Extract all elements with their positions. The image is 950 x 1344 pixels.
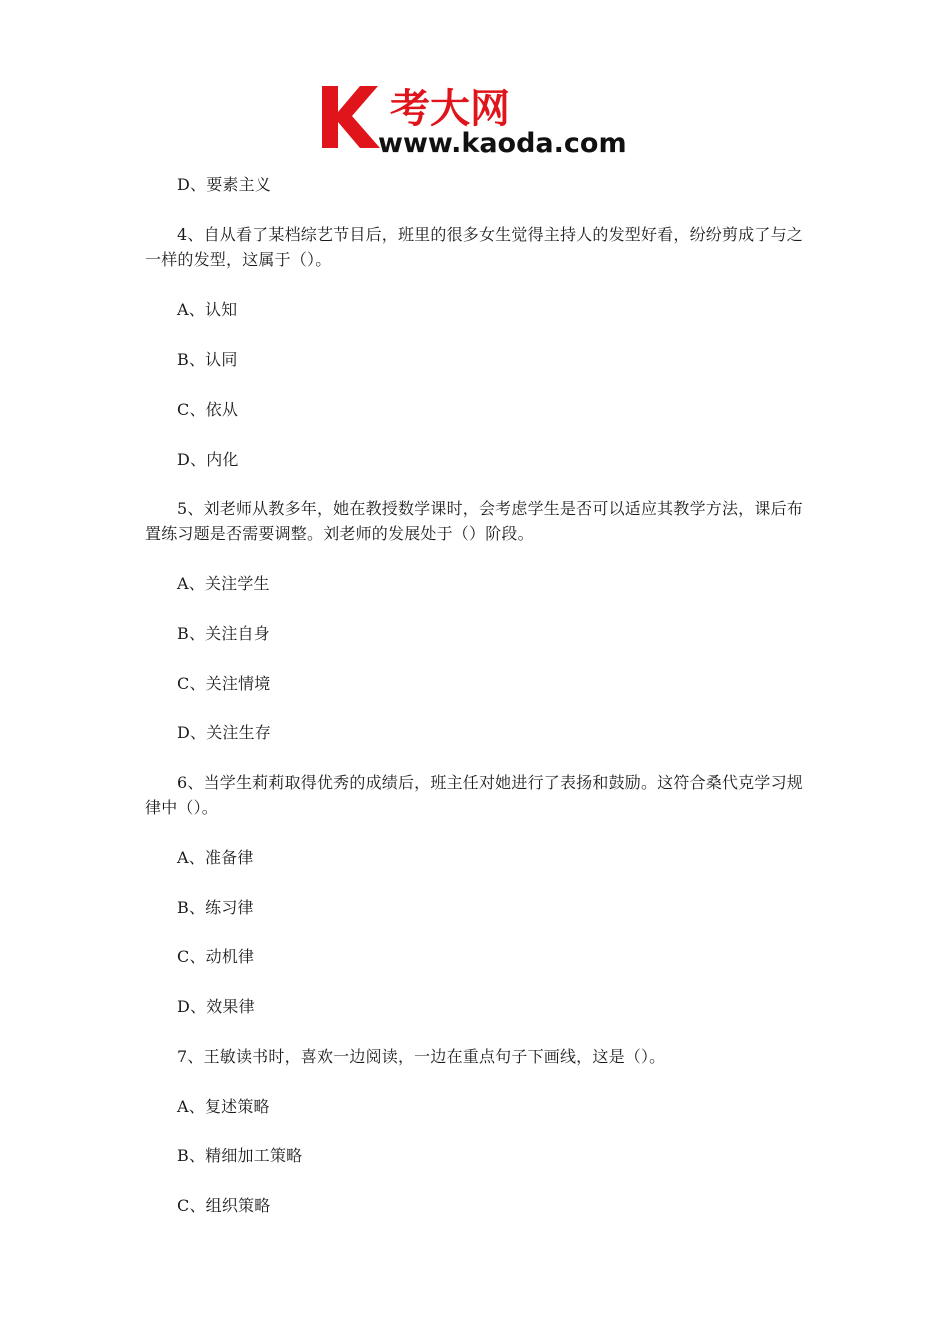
option-line: B、练习律 xyxy=(177,898,254,917)
option-line: B、关注自身 xyxy=(177,624,270,643)
option-line: C、动机律 xyxy=(177,947,255,966)
option-line: B、认同 xyxy=(177,350,238,369)
option-line: C、依从 xyxy=(177,400,239,419)
option-line: C、组织策略 xyxy=(177,1196,271,1215)
option-line: D、要素主义 xyxy=(177,175,272,194)
question-6: 6、当学生莉莉取得优秀的成绩后，班主任对她进行了表扬和鼓励。这符合桑代克学习规 xyxy=(177,773,803,792)
option-line: D、关注生存 xyxy=(177,723,272,742)
question-4: 4、自从看了某档综艺节目后，班里的很多女生觉得主持人的发型好看，纷纷剪成了与之 xyxy=(177,225,803,244)
option-line: A、认知 xyxy=(177,300,238,319)
question-6-cont: 律中（）。 xyxy=(145,798,219,817)
option-line: B、精细加工策略 xyxy=(177,1146,303,1165)
question-7: 7、王敏读书时，喜欢一边阅读，一边在重点句子下画线，这是（）。 xyxy=(177,1047,666,1066)
question-4-cont: 一样的发型，这属于（）。 xyxy=(145,250,332,269)
option-line: C、关注情境 xyxy=(177,674,271,693)
option-line: A、关注学生 xyxy=(177,574,270,593)
option-line: A、准备律 xyxy=(177,848,254,867)
question-5-cont: 置练习题是否需要调整。刘老师的发展处于（）阶段。 xyxy=(145,524,534,543)
option-line: D、效果律 xyxy=(177,997,255,1016)
option-line: D、内化 xyxy=(177,450,239,469)
logo-cn-text: 考大网 xyxy=(390,86,510,132)
option-line: A、复述策略 xyxy=(177,1097,270,1116)
question-5: 5、刘老师从教多年，她在教授数学课时，会考虑学生是否可以适应其教学方法，课后布 xyxy=(177,499,803,518)
logo-url-text: www.kaoda.com xyxy=(378,128,627,158)
